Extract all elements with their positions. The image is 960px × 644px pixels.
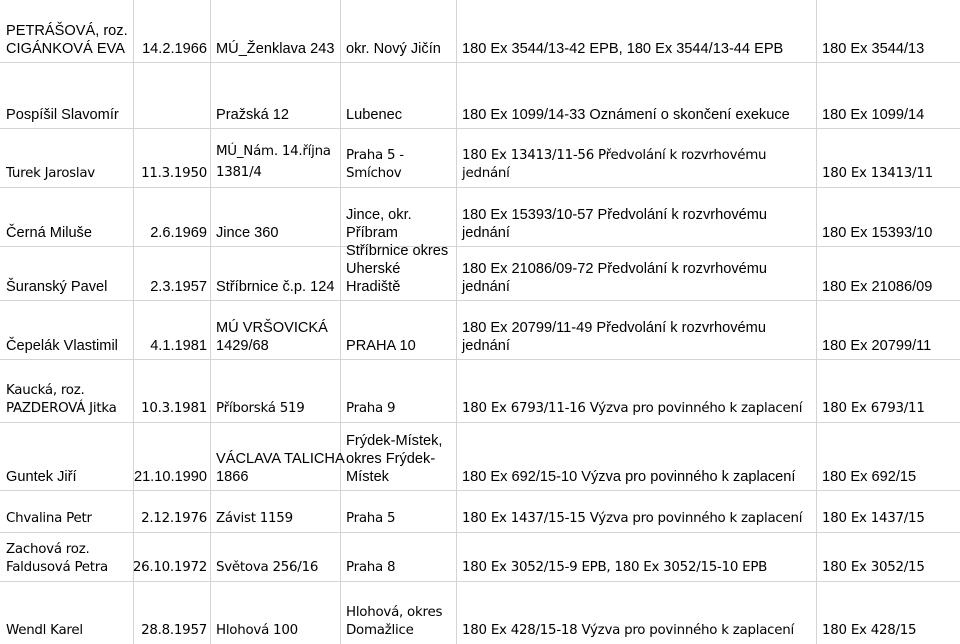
case-number-cell[interactable] (822, 532, 960, 581)
table-row (0, 0, 960, 62)
cell-text-line: 180 Ex 20799/11-49 Předvolání k rozvrhovému (462, 320, 766, 336)
cell-text-line: Guntek Jiří (6, 469, 77, 485)
cell-text: 21.10.1990 (133, 469, 207, 485)
cell-text-line: 180 Ex 21086/09-72 Předvolání k rozvrhovému (462, 261, 768, 277)
address-cell[interactable] (216, 422, 345, 490)
debtor-name-cell[interactable] (6, 300, 133, 359)
cell-text-line: 180 Ex 15393/10-57 Předvolání k rozvrhovému (462, 207, 768, 223)
city-cell[interactable] (346, 532, 456, 581)
case-number-cell[interactable] (822, 300, 960, 359)
cell-text-line: jednání (462, 166, 510, 181)
cell-text-line: 180 Ex 13413/11-56 Předvolání k rozvrhovému (462, 148, 767, 163)
city-cell[interactable] (346, 359, 456, 422)
cell-text-line: Frýdek-Místek, (346, 433, 443, 449)
cell-text-line: MÚ_Nám. 14.října (216, 144, 331, 159)
debtor-name-cell[interactable] (6, 422, 133, 490)
cell-text-line: Praha 8 (346, 560, 396, 575)
cell-text-line: PRAHA 10 (346, 338, 416, 354)
cell-text-line: Lubenec (346, 107, 402, 123)
cell-text-line: Praha 5 - (346, 148, 404, 163)
city-cell[interactable] (346, 187, 456, 246)
cell-text-line: Kaucká, roz. (6, 383, 85, 398)
cell-text-line: 180 Ex 1437/15-15 Výzva pro povinného k zaplacení (462, 511, 803, 526)
cell-text-line: Šuranský Pavel (6, 279, 108, 295)
city-cell[interactable] (346, 490, 456, 532)
birth-date-cell[interactable] (139, 246, 210, 300)
address-cell[interactable] (216, 359, 340, 422)
cell-text-line: Závist 1159 (216, 511, 293, 526)
cell-text-line: jednání (462, 279, 510, 295)
cell-text-line: Domažlice (346, 623, 414, 638)
address-cell[interactable] (216, 490, 340, 532)
cell-text: 28.8.1957 (141, 623, 207, 638)
cell-text-line: Příbram (346, 225, 398, 241)
city-cell[interactable] (346, 422, 456, 490)
case-number-cell[interactable] (822, 246, 960, 300)
cell-text-line: Pražská 12 (216, 107, 290, 123)
case-number-cell[interactable] (822, 359, 960, 422)
cell-text-line: okres Frýdek- (346, 451, 436, 467)
address-cell[interactable] (216, 246, 340, 300)
cell-text: 180 Ex 6793/11 (822, 401, 925, 416)
debtor-name-cell[interactable] (6, 62, 133, 128)
cell-text-line: MÚ_Ženklava 243 (216, 41, 335, 57)
address-cell[interactable] (216, 187, 340, 246)
cell-text-line: Jince 360 (216, 225, 279, 241)
cell-text-line: Smíchov (346, 166, 402, 181)
city-cell[interactable] (346, 128, 456, 187)
cell-text-line: 180 Ex 3544/13-42 EPB, 180 Ex 3544/13-44 EPB (462, 41, 784, 57)
debtor-name-cell[interactable] (6, 532, 133, 581)
cell-text-line: Hradiště (346, 279, 401, 295)
proceedings-cell[interactable] (462, 359, 816, 422)
cell-text-line: CIGÁNKOVÁ EVA (6, 41, 125, 57)
cell-text-line: Hlohová 100 (216, 623, 298, 638)
birth-date-cell[interactable] (139, 0, 210, 62)
cell-text: 180 Ex 692/15 (822, 469, 917, 485)
cell-text-line: 180 Ex 6793/11-16 Výzva pro povinného k zaplacení (462, 401, 803, 416)
debtor-name-cell[interactable] (6, 0, 133, 62)
cell-text-line: Místek (346, 469, 389, 485)
birth-date-cell[interactable] (139, 128, 210, 187)
cell-text: 180 Ex 21086/09 (822, 279, 933, 295)
cell-text: 2.6.1969 (150, 225, 207, 241)
cell-text: 2.3.1957 (150, 279, 207, 295)
cell-text: 14.2.1966 (142, 41, 207, 57)
cell-text: 180 Ex 13413/11 (822, 166, 933, 181)
debtor-name-cell[interactable] (6, 128, 133, 187)
cell-text-line: Wendl Karel (6, 623, 83, 638)
cell-text-line: 180 Ex 692/15-10 Výzva pro povinného k zaplacení (462, 469, 796, 485)
cell-text-line: Pospíšil Slavomír (6, 107, 119, 123)
cell-text-line: Černá Miluše (6, 225, 92, 241)
table-row (0, 581, 960, 644)
proceedings-cell[interactable] (462, 422, 816, 490)
address-cell[interactable] (216, 581, 340, 644)
birth-date-cell[interactable] (139, 581, 210, 644)
cell-text: 180 Ex 3052/15 (822, 560, 925, 575)
case-number-cell[interactable] (822, 422, 960, 490)
case-number-cell[interactable] (822, 62, 960, 128)
birth-date-cell[interactable] (133, 422, 210, 490)
cell-text-line: Čepelák Vlastimil (6, 338, 118, 354)
cell-text: 180 Ex 428/15 (822, 623, 917, 638)
debtor-name-cell[interactable] (6, 581, 133, 644)
cell-text-line: 180 Ex 1099/14-33 Oznámení o skončení exekuce (462, 107, 790, 123)
table-row (0, 490, 960, 532)
cell-text-line: PETRÁŠOVÁ, roz. (6, 23, 128, 39)
cell-text-line: Jince, okr. (346, 207, 412, 223)
cell-text-line: Chvalina Petr (6, 511, 92, 526)
table-row (0, 128, 960, 187)
cell-text-line: 1381/4 (216, 164, 262, 180)
debtor-name-cell[interactable] (6, 246, 133, 300)
proceedings-cell[interactable] (462, 581, 816, 644)
cell-text: 4.1.1981 (150, 338, 207, 354)
proceedings-cell[interactable] (462, 128, 816, 187)
city-cell[interactable] (346, 581, 456, 644)
cell-text-line: jednání (462, 225, 510, 241)
cell-text-line: Stříbrnice č.p. 124 (216, 279, 335, 295)
birth-date-cell[interactable] (139, 359, 210, 422)
cell-text-line: Zachová roz. (6, 542, 90, 557)
proceedings-cell[interactable] (462, 490, 816, 532)
cell-text-line: Příborská 519 (216, 401, 305, 416)
debtor-name-cell[interactable] (6, 359, 133, 422)
cell-text-line: MÚ VRŠOVICKÁ (216, 320, 328, 336)
case-number-cell[interactable] (822, 0, 960, 62)
cell-text-line: Stříbrnice okres (346, 243, 449, 259)
cell-text-line: 180 Ex 428/15-18 Výzva pro povinného k zaplacení (462, 623, 794, 638)
cell-text: 180 Ex 1437/15 (822, 511, 925, 526)
cell-text-line: 1429/68 (216, 338, 269, 354)
case-number-cell[interactable] (822, 187, 960, 246)
table-row (0, 359, 960, 422)
cell-text-line: Hlohová, okres (346, 605, 443, 620)
birth-date-cell[interactable] (132, 532, 210, 581)
proceedings-cell[interactable] (462, 187, 816, 246)
case-number-cell[interactable] (822, 490, 960, 532)
city-cell[interactable] (346, 300, 456, 359)
cell-text-line: PAZDEROVÁ Jitka (6, 401, 117, 416)
cell-text: 2.12.1976 (141, 511, 207, 526)
birth-date-cell[interactable] (139, 490, 210, 532)
city-cell[interactable] (346, 62, 456, 128)
proceedings-cell[interactable] (462, 0, 816, 62)
address-cell[interactable] (216, 0, 340, 62)
address-cell[interactable] (216, 128, 340, 187)
cell-text-line: jednání (462, 338, 510, 354)
table-row (0, 532, 960, 581)
address-cell[interactable] (216, 300, 340, 359)
cell-text: 180 Ex 1099/14 (822, 107, 925, 123)
city-cell[interactable] (346, 243, 456, 300)
birth-date-cell[interactable] (139, 187, 210, 246)
table-row (0, 300, 960, 359)
cell-text-line: Faldusová Petra (6, 560, 108, 575)
table-row (0, 187, 960, 246)
cell-text-line: 1866 (216, 469, 249, 485)
cell-text: 180 Ex 15393/10 (822, 225, 933, 241)
table-row (0, 422, 960, 490)
case-number-cell[interactable] (822, 581, 960, 644)
birth-date-cell[interactable] (139, 300, 210, 359)
cell-text-line: Praha 5 (346, 511, 396, 526)
proceedings-cell[interactable] (462, 62, 816, 128)
debtor-name-cell[interactable] (6, 187, 133, 246)
proceedings-cell[interactable] (462, 300, 816, 359)
address-cell[interactable] (216, 532, 340, 581)
proceedings-cell[interactable] (462, 246, 816, 300)
proceedings-cell[interactable] (462, 532, 816, 581)
cell-text: 180 Ex 3544/13 (822, 41, 925, 57)
debtor-name-cell[interactable] (6, 490, 133, 532)
table-row (0, 62, 960, 128)
cell-text-line: VÁCLAVA TALICHA (216, 451, 345, 467)
cell-text-line: 180 Ex 3052/15-9 EPB, 180 Ex 3052/15-10 EPB (462, 560, 768, 575)
cell-text: 26.10.1972 (132, 560, 207, 575)
cell-text-line: Praha 9 (346, 401, 396, 416)
cell-text-line: Turek Jaroslav (6, 166, 95, 181)
cell-text: 180 Ex 20799/11 (822, 338, 932, 354)
case-number-cell[interactable] (822, 128, 960, 187)
table-row (0, 243, 960, 300)
cell-text-line: okr. Nový Jičín (346, 41, 441, 57)
cell-text-line: Světova 256/16 (216, 560, 319, 575)
address-cell[interactable] (216, 62, 340, 128)
cell-text-line: Uherské (346, 261, 401, 277)
city-cell[interactable] (346, 0, 456, 62)
birth-date-cell[interactable] (139, 62, 210, 128)
cell-text: 10.3.1981 (141, 401, 207, 416)
cell-text: 11.3.1950 (141, 166, 207, 181)
